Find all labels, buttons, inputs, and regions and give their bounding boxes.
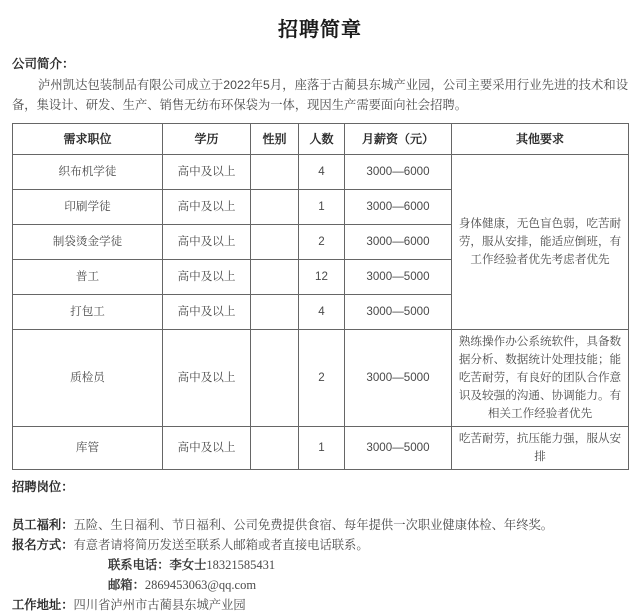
jobs-table-body — [13, 155, 629, 470]
contact-email-label: 邮箱： — [108, 578, 145, 592]
page-title: 招聘简章 — [278, 19, 362, 41]
apply-method-label: 报名方式： — [12, 538, 74, 552]
apply-method-text: 有意者请将简历发送至联系人邮箱或者直接电话联系。 — [73, 538, 369, 552]
column-header-other: 其他要求 — [452, 124, 629, 155]
company-intro-text: 泸州凯达包装制品有限公司成立于2022年5月，座落于古蔺县东城产业园，公司主要采用行业先进的技术和设备，集设计、研发、生产、销售无纺布环保袋为一体，现因生产需要面向社会招聘。 — [12, 78, 628, 112]
cell-salary: 3000—6000 — [345, 155, 452, 190]
benefits-label: 员工福利： — [12, 518, 74, 532]
cell-gender — [251, 330, 299, 427]
jobs-table — [12, 123, 629, 470]
benefits-text: 五险、生日福利、节日福利、公司免费提供食宿、每年提供一次职业健康体检、年终奖。 — [73, 518, 554, 532]
cell-headcount: 12 — [299, 260, 345, 295]
cell-position: 打包工 — [13, 295, 163, 330]
jobs-table-container — [0, 123, 640, 470]
cell-salary: 3000—5000 — [345, 260, 452, 295]
cell-education: 高中及以上 — [163, 190, 251, 225]
cell-headcount: 1 — [299, 190, 345, 225]
footer-section — [0, 477, 640, 615]
cell-salary: 3000—6000 — [345, 225, 452, 260]
cell-gender — [251, 155, 299, 190]
cell-other-requirements-inspector: 熟练操作办公系统软件，具备数据分析、数据统计处理技能；能吃苦耐劳，有良好的团队合作意识及较强的沟通、协调能力。有相关工作经验者优先 — [452, 330, 629, 427]
jobs-table-head — [13, 124, 629, 155]
company-intro-label: 公司简介： — [12, 57, 75, 71]
cell-education: 高中及以上 — [163, 225, 251, 260]
column-header-headcount: 人数 — [299, 124, 345, 155]
work-address-value: 四川省泸州市古蔺县东城产业园 — [73, 598, 246, 612]
recruitment-positions-line — [12, 477, 628, 497]
contact-phone-line — [12, 555, 628, 575]
cell-education: 高中及以上 — [163, 260, 251, 295]
cell-gender — [251, 260, 299, 295]
table-row — [13, 427, 629, 470]
column-header-education: 学历 — [163, 124, 251, 155]
cell-education: 高中及以上 — [163, 427, 251, 470]
company-intro-section — [0, 55, 640, 115]
table-header-row — [13, 124, 629, 155]
cell-education: 高中及以上 — [163, 155, 251, 190]
footer-spacer — [12, 497, 628, 515]
cell-salary: 3000—6000 — [345, 190, 452, 225]
cell-position: 制袋烫金学徒 — [13, 225, 163, 260]
work-address-line — [12, 595, 628, 615]
cell-salary: 3000—5000 — [345, 427, 452, 470]
contact-person-name: 李女士 — [169, 558, 207, 572]
cell-gender — [251, 190, 299, 225]
column-header-gender: 性别 — [251, 124, 299, 155]
cell-position: 库管 — [13, 427, 163, 470]
cell-headcount: 2 — [299, 225, 345, 260]
contact-email-line — [12, 575, 628, 595]
cell-gender — [251, 295, 299, 330]
cell-education: 高中及以上 — [163, 330, 251, 427]
cell-headcount: 1 — [299, 427, 345, 470]
contact-email-value[interactable]: 2869453063@qq.com — [144, 578, 257, 592]
company-intro-paragraph — [12, 75, 628, 115]
cell-position: 织布机学徒 — [13, 155, 163, 190]
contact-phone-number[interactable]: 18321585431 — [206, 558, 276, 572]
cell-education: 高中及以上 — [163, 295, 251, 330]
table-row — [13, 155, 629, 190]
work-address-label: 工作地址： — [12, 598, 74, 612]
cell-position: 普工 — [13, 260, 163, 295]
cell-other-requirements-warehouse: 吃苦耐劳，抗压能力强，服从安排 — [452, 427, 629, 470]
cell-headcount: 4 — [299, 295, 345, 330]
cell-gender — [251, 427, 299, 470]
recruitment-positions-label: 招聘岗位： — [12, 480, 74, 494]
table-row — [13, 330, 629, 427]
cell-headcount: 2 — [299, 330, 345, 427]
column-header-position: 需求职位 — [13, 124, 163, 155]
apply-method-line — [12, 535, 628, 555]
benefits-line — [12, 515, 628, 535]
cell-salary: 3000—5000 — [345, 330, 452, 427]
cell-salary: 3000—5000 — [345, 295, 452, 330]
cell-headcount: 4 — [299, 155, 345, 190]
cell-position: 质检员 — [13, 330, 163, 427]
column-header-salary: 月薪资（元） — [345, 124, 452, 155]
cell-other-requirements-apprentice: 身体健康，无色盲色弱，吃苦耐劳，服从安排，能适应倒班，有工作经验者优先考虑者优先 — [452, 155, 629, 330]
contact-phone-label: 联系电话： — [108, 558, 170, 572]
cell-position: 印刷学徒 — [13, 190, 163, 225]
cell-gender — [251, 225, 299, 260]
